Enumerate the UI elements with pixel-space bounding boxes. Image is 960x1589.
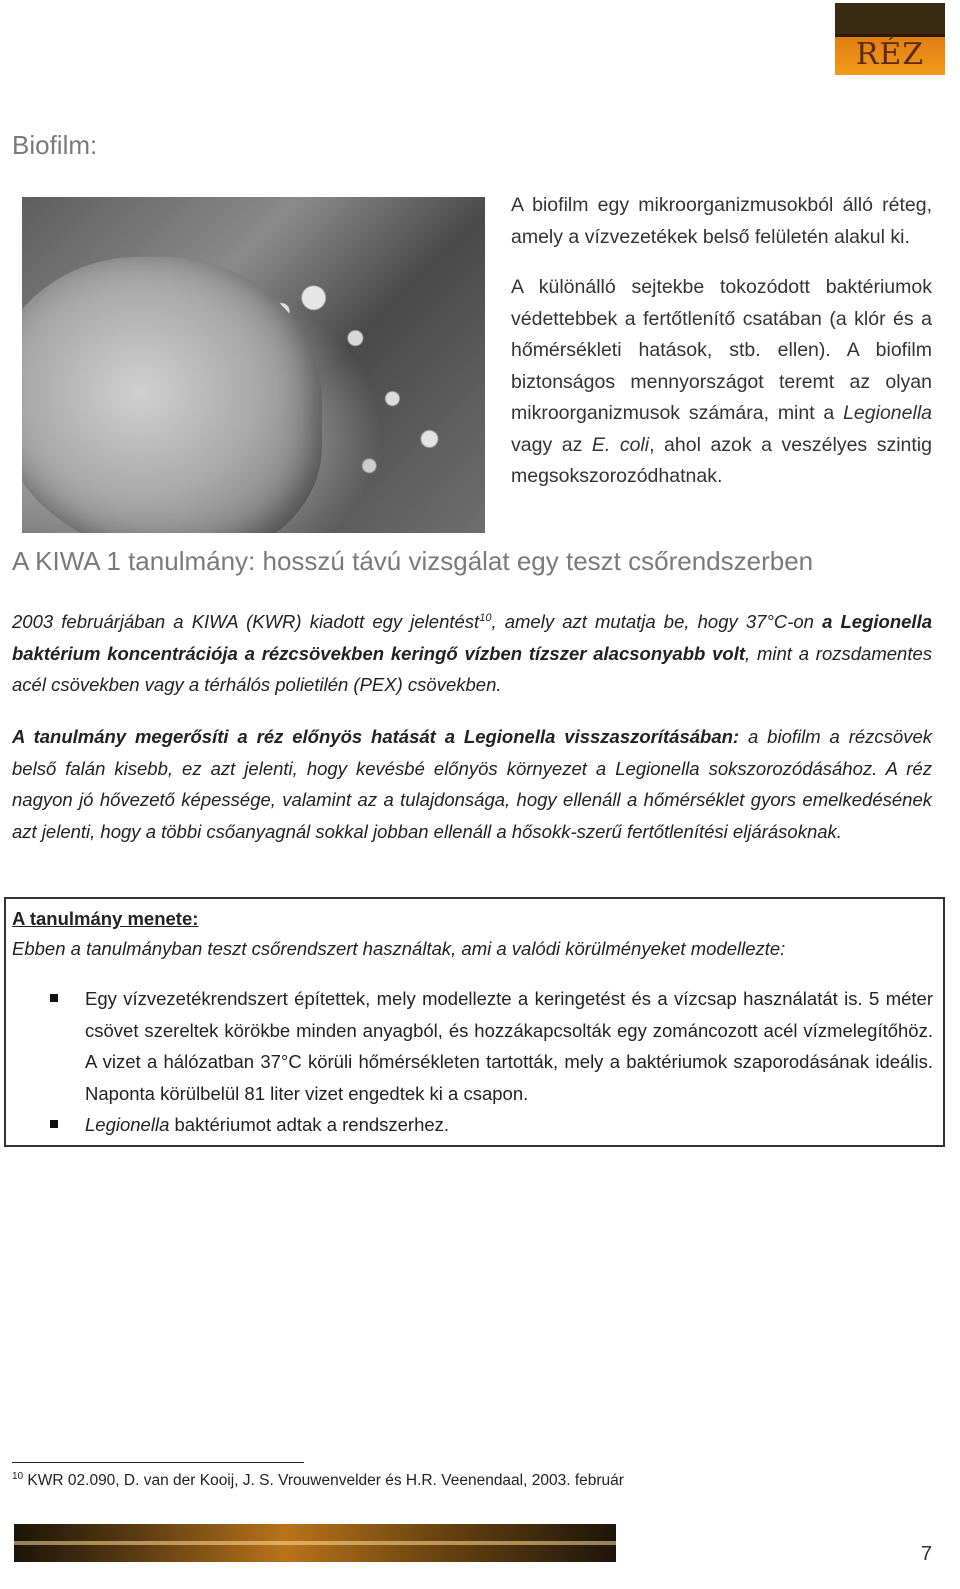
kiwa-paragraph-1 — [12, 606, 932, 701]
logo-text: RÉZ — [855, 37, 925, 72]
biofilm-microscope-image — [22, 197, 485, 533]
kiwa-p2-bold: A tanulmány megerősíti a réz előnyös hatását a Legionella visszaszorításában: — [12, 726, 740, 747]
kiwa-paragraph-2 — [12, 721, 932, 847]
rez-logo — [835, 3, 945, 75]
legionella-term: Legionella — [85, 1114, 170, 1135]
footnote-text: KWR 02.090, D. van der Kooij, J. S. Vrouwenvelder és H.R. Veenendaal, 2003. február — [23, 1472, 624, 1490]
footer-bar-shine — [14, 1541, 616, 1545]
study-method-box — [4, 897, 945, 1147]
kiwa-heading: A KIWA 1 tanulmány: hosszú távú vizsgálat egy teszt csőrendszerben — [12, 546, 814, 576]
kiwa-p1-bold: a Legionella baktérium koncentrációja a rézcsövekben keringő vízben tízszer alacsonyabb volt — [12, 611, 932, 664]
ecoli-term: E. coli — [591, 433, 650, 456]
study-title: A tanulmány menete: — [12, 908, 199, 929]
kiwa-p2-rest: a biofilm a rézcsövek belső falán kisebb, ez azt jelenti, hogy kevésbé előnyös környezet a Legionella sokszorozódásához. A réz nagyon jó hővezető képessége, valamint az a tulajdonsága, hogy ellenáll a hőmérséklet gyors emelkedésének azt jelenti, hogy a többi csőanyagnál sokkal jobban ellenáll a hősokk-szerű fertőtlenítési eljárásoknak. — [12, 726, 932, 842]
biofilm-paragraph-1: A biofilm egy mikroorganizmusokból álló réteg, amely a vízvezetékek belső felületén alakul ki. — [511, 194, 932, 248]
study-list — [6, 983, 933, 1141]
biofilm-p2-end: , ahol azok a veszélyes szintig megsokszorozódhatnak. — [511, 433, 932, 487]
list-item — [6, 983, 933, 1109]
biofilm-paragraph-2 — [511, 272, 932, 493]
footnote-divider — [12, 1462, 304, 1463]
square-bullet-icon — [50, 1120, 58, 1128]
biofilm-p2-start: A különálló sejtekbe tokozódott baktériumok védettebbek a fertőtlenítő csatában (a klór és a hőmérsékleti hatások, stb. ellen). A biofilm biztonságos mennyországot teremt az olyan mikroorganizmusok számára, mint a — [511, 276, 932, 424]
image-cell-mass — [22, 257, 322, 533]
legionella-term: Legionella — [843, 402, 932, 424]
page-number: 7 — [920, 1543, 932, 1565]
kiwa-p1-mid: , amely azt mutatja be, hogy 37°C-on — [491, 611, 823, 632]
footer-copper-bar — [14, 1524, 616, 1562]
square-bullet-icon — [50, 994, 58, 1002]
study-subtitle: Ebben a tanulmányban teszt csőrendszert használtak, ami a valódi körülményeket modellezte: — [12, 938, 786, 959]
biofilm-heading: Biofilm: — [12, 130, 98, 160]
list-item — [6, 1109, 933, 1141]
kiwa-p1-end: , mint a rozsdamentes acél csövekben vagy a térhálós polietilén (PEX) csövekben. — [12, 642, 932, 695]
biofilm-intro-text — [511, 190, 932, 512]
footnote-number: 10 — [12, 1471, 24, 1482]
kiwa-p1-start: 2003 februárjában a KIWA (KWR) kiadott egy jelentést — [12, 611, 480, 632]
list-item-text: baktériumot adtak a rendszerhez. — [169, 1114, 450, 1135]
footnote — [12, 1471, 624, 1490]
footnote-ref: 10 — [479, 611, 492, 624]
biofilm-p2-vagy: vagy az — [511, 433, 592, 456]
list-item-text: Egy vízvezetékrendszert építettek, mely modellezte a keringetést és a vízcsap használatát is. 5 méter csövet szereltek körökbe minden anyagból, és hozzákapcsolták egy zománcozott acél vízmelegítőhöz. A vizet a hálózatban 37°C körüli hőmérsékleten tartották, mely a baktériumok szaporodásának ideális. Naponta körülbelül 81 liter vizet engedtek ki a csapon. — [85, 988, 933, 1104]
